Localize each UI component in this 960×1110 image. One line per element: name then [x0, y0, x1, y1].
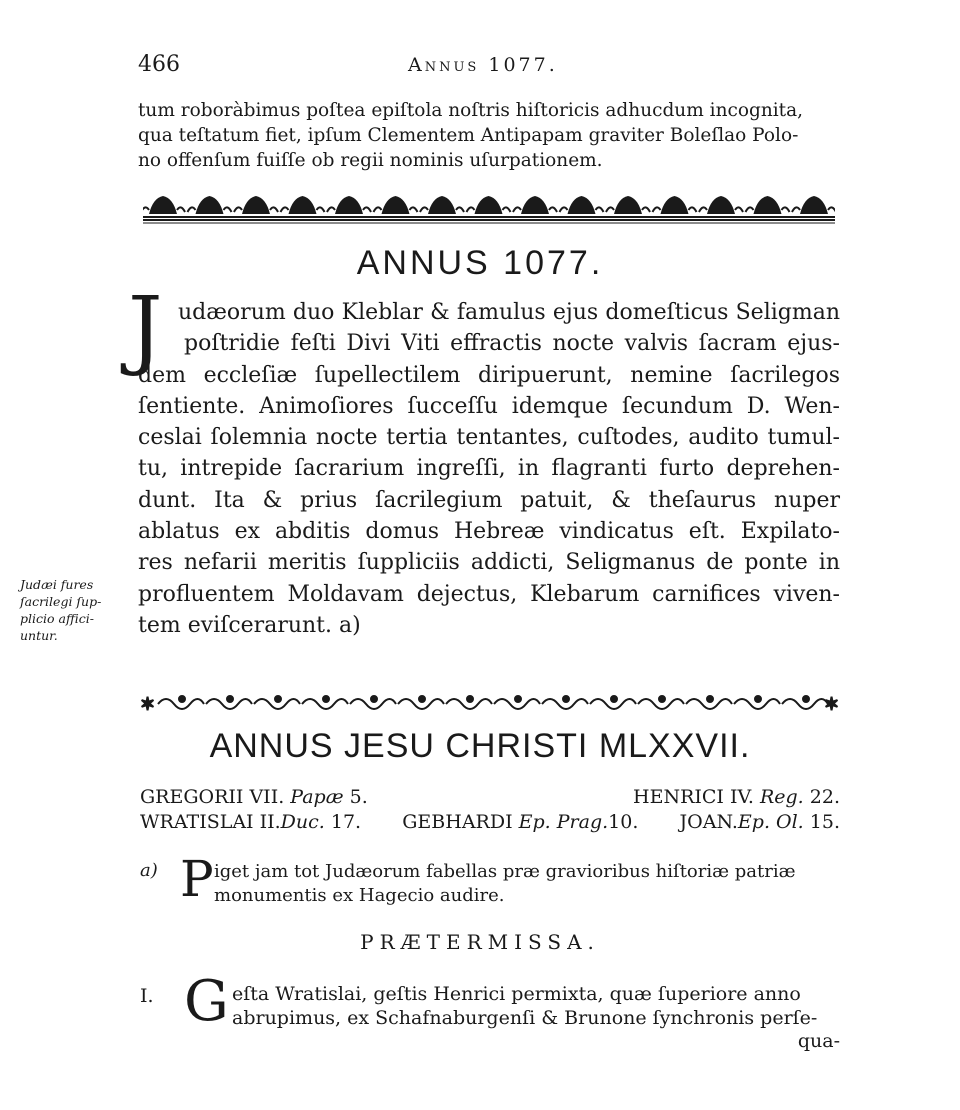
- regnal-entry-gregory: [140, 785, 368, 810]
- text-line: iget jam tot Judæorum fabellas præ gravioribus hiſtoriæ patriæ: [214, 861, 796, 882]
- text-line: dem eccleſiæ ſupellectilem diripuerunt, nemine ſacrilegos: [138, 362, 840, 388]
- text-line: ablatus ex abditis domus Hebreæ vindicatus eſt. Expilato-: [138, 519, 840, 545]
- ornament-motif: [327, 196, 371, 214]
- scroll-dot: [659, 696, 665, 702]
- ruler-name: GEBHARDI: [402, 811, 513, 833]
- text-line: udæorum duo Kleblar & famulus ejus domeſticus Seligman: [178, 300, 840, 325]
- text-line: res nefarii meritis ſuppliciis addicti, Seligmanus de ponte in: [138, 550, 840, 576]
- text-line: eſta Wratislai, geſtis Henrici permixta, quæ ſuperiore anno: [232, 983, 801, 1005]
- ornamental-border-top: [143, 190, 835, 226]
- ornament-motif: [234, 196, 278, 214]
- running-header: [138, 52, 840, 84]
- regnal-entry-john: [680, 810, 840, 835]
- ornament-motif: [513, 196, 557, 214]
- regnal-row: [140, 810, 840, 835]
- ornament-motif: [606, 196, 650, 214]
- catchword: qua-: [797, 1030, 840, 1052]
- ruler-year: 10.: [608, 811, 639, 833]
- scroll-dot: [803, 696, 809, 702]
- ruler-title: Papæ: [290, 786, 344, 808]
- scroll-dot: [515, 696, 521, 702]
- ornament-motif: [374, 196, 418, 214]
- page-number: 466: [138, 52, 180, 77]
- regnal-entry-wratislaus: [140, 810, 361, 835]
- main-paragraph: [138, 297, 840, 641]
- text-line: no offenſum fuiſſe ob regii nominis uſurpationem.: [138, 150, 603, 171]
- ruler-year: 5.: [349, 786, 368, 808]
- star-ornament: ✶: [140, 694, 156, 715]
- scroll-dot: [323, 696, 329, 702]
- ornament-motif: [746, 196, 790, 214]
- scroll-dot: [467, 696, 473, 702]
- footnote-text: [214, 860, 840, 908]
- scroll-dot: [179, 696, 185, 702]
- ruler-year: 15.: [809, 811, 840, 833]
- footnote-marker: a): [140, 860, 158, 881]
- scroll-dot: [275, 696, 281, 702]
- regnal-row: [140, 785, 840, 810]
- text-line: abrupimus, ex Schafnaburgenſi & Brunone ſynchronis perſe-: [232, 1007, 818, 1029]
- running-title: Annus 1077.: [408, 54, 558, 76]
- drop-cap-p: P: [180, 850, 214, 908]
- scroll-dot: [755, 696, 761, 702]
- text-line: qua teſtatum fiet, ipſum Clementem Antipapam graviter Boleſlao Polo-: [138, 125, 799, 146]
- ruler-title: Ep. Prag.: [518, 811, 609, 833]
- text-line: dunt. Ita & prius ſacrilegium patuit, & theſaurus nuper: [138, 487, 840, 513]
- scroll-dot: [227, 696, 233, 702]
- ornament-motif: [653, 196, 697, 214]
- regnal-entry-gebhard: [402, 810, 638, 835]
- regnal-years: [140, 785, 840, 835]
- item-number: I.: [140, 985, 154, 1007]
- scroll-dot: [563, 696, 569, 702]
- scroll-dot: [419, 696, 425, 702]
- ruler-year: 22.: [809, 786, 840, 808]
- scroll-dot: [371, 696, 377, 702]
- text-line: tu, intrepide ſacrarium ingreſſi, in flagranti furto deprehen-: [138, 456, 840, 482]
- scroll-dot: [611, 696, 617, 702]
- ornament-motif: [560, 196, 604, 214]
- ruler-title: Duc.: [280, 811, 325, 833]
- text-line: ceslai ſolemnia nocte tertia tentantes, cuſtodes, audito tumul-: [138, 425, 840, 451]
- margin-note-line: plicio affici-: [20, 611, 95, 626]
- ornament-motif: [699, 196, 743, 214]
- text-line: poſtridie feſti Divi Viti effractis nocte valvis ſacram ejus-: [184, 331, 840, 357]
- ruler-year: 17.: [330, 811, 362, 833]
- ruler-title: Ep. Ol.: [737, 811, 804, 833]
- drop-cap-g: G: [184, 969, 229, 1034]
- ornament-motif: [792, 196, 835, 214]
- ornamental-border-middle: [140, 690, 840, 716]
- item-paragraph: [232, 982, 840, 1030]
- ruler-name: WRATISLAI II.: [140, 811, 281, 833]
- margin-note-line: untur.: [20, 628, 58, 643]
- ornament-motif: [188, 196, 232, 214]
- text-line: tum roboràbimus poſtea epiſtola noſtris hiſtoricis adhucdum incognita,: [138, 100, 803, 121]
- ornament-motif: [467, 196, 511, 214]
- margin-note: [20, 576, 128, 644]
- continuation-paragraph: [138, 98, 840, 173]
- scroll-dot: [707, 696, 713, 702]
- ruler-name: GREGORII VII.: [140, 786, 285, 808]
- text-line: monumentis ex Hagecio audire.: [214, 885, 505, 906]
- margin-note-line: ſacrilegi ſup-: [20, 594, 102, 609]
- margin-note-line: Judæi fures: [20, 577, 94, 592]
- ornament-motif: [420, 196, 464, 214]
- ornament-motif: [143, 196, 185, 214]
- ruler-title: Reg.: [759, 786, 804, 808]
- section-heading-praetermissa: PRÆTERMISSA.: [360, 930, 600, 954]
- text-line: ſentiente. Animoſiores ſucceſſu idemque ſecundum D. Wen-: [138, 393, 840, 419]
- section-heading-christi: ANNUS JESU CHRISTI MLXXVII.: [209, 727, 751, 765]
- ruler-name: HENRICI IV.: [633, 786, 754, 808]
- regnal-entry-henry: [633, 785, 840, 810]
- text-line: profluentem Moldavam dejectus, Klebarum carnifices viven-: [138, 581, 840, 607]
- drop-cap-j: J: [128, 279, 163, 379]
- star-ornament: ✶: [824, 694, 840, 715]
- text-line: tem eviſcerarunt. a): [138, 612, 361, 638]
- ruler-name: JOAN.: [679, 811, 738, 833]
- section-heading-annus: ANNUS 1077.: [356, 244, 604, 282]
- ornament-motif: [281, 196, 325, 214]
